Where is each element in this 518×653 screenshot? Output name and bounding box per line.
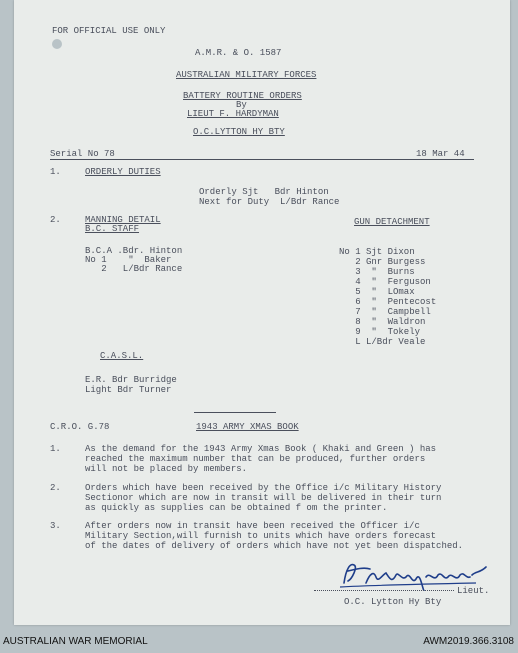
footer-archive-name: AUSTRALIAN WAR MEMORIAL xyxy=(3,636,148,647)
paragraph1-number: 1. xyxy=(50,444,61,454)
signature-rank: Lieut. xyxy=(457,586,490,596)
gun-detachment-line: 7 " Campbell xyxy=(339,307,431,317)
gun-detachment-line: 3 " Burns xyxy=(339,267,415,277)
bc-staff-line: B.C.A .Bdr. Hinton xyxy=(85,246,183,256)
next-for-duty: Next for Duty L/Bdr Rance xyxy=(199,197,340,207)
signature-underline xyxy=(340,583,476,587)
punch-hole xyxy=(52,39,62,49)
paragraph2-line: Orders which have been received by the Office i/c Military History xyxy=(85,483,442,493)
organization: AUSTRALIAN MILITARY FORCES xyxy=(176,70,317,80)
signature-rule xyxy=(314,590,454,592)
bc-staff-heading: B.C. STAFF xyxy=(85,224,140,234)
paragraph3-line: of the dates of delivery of orders which have not yet been dispatched. xyxy=(85,541,464,551)
section1-number: 1. xyxy=(50,167,61,177)
casl-heading: C.A.S.L. xyxy=(100,351,144,361)
serial-number: Serial No 78 xyxy=(50,149,115,159)
casl-line: Light Bdr Turner xyxy=(85,385,172,395)
paragraph3-number: 3. xyxy=(50,521,61,531)
paragraph2-line: as quickly as supplies can be obtained f om the printer. xyxy=(85,503,388,513)
section2-number: 2. xyxy=(50,215,61,225)
bc-staff-line: 2 L/Bdr Rance xyxy=(85,264,183,274)
unit-name: O.C.LYTTON HY BTY xyxy=(193,127,285,137)
gun-detachment-line: 8 " Waldron xyxy=(339,317,426,327)
by-line: By xyxy=(236,100,247,110)
gun-detachment-line: 5 " LOmax xyxy=(339,287,415,297)
footer-accession-number: AWM2019.366.3108 xyxy=(423,636,514,647)
paragraph3-line: Military Section,will furnish to units which have orders forecast xyxy=(85,531,437,541)
section1-heading: ORDERLY DUTIES xyxy=(85,167,161,177)
paragraph1-line: reached the maximum number that can be produced, further orders xyxy=(85,454,426,464)
paragraph1-line: As the demand for the 1943 Army Xmas Book ( Khaki and Green ) has xyxy=(85,444,437,454)
casl-line: E.R. Bdr Burridge xyxy=(85,375,177,385)
lieut-name: LIEUT F. HARDYMAN xyxy=(187,109,279,119)
paragraph3-line: After orders now in transit have been received the Officer i/c xyxy=(85,521,420,531)
cro-reference: C.R.O. G.78 xyxy=(50,422,110,432)
reference-number: A.M.R. & O. 1587 xyxy=(195,48,282,58)
classification: FOR OFFICIAL USE ONLY xyxy=(52,26,166,36)
serial-rule xyxy=(50,159,474,160)
bc-staff-line: No 1 " Baker xyxy=(85,255,172,265)
gun-detachment-line: No 1 Sjt Dixon xyxy=(339,247,415,257)
gun-detachment-line: 4 " Ferguson xyxy=(339,277,431,287)
section-divider xyxy=(194,412,276,413)
signature-unit: O.C. Lytton Hy Bty xyxy=(344,597,442,607)
gun-detachment-line: L L/Bdr Veale xyxy=(339,337,426,347)
document-title: BATTERY ROUTINE ORDERS xyxy=(183,91,302,101)
gun-detachment-heading: GUN DETACHMENT xyxy=(354,217,430,227)
xmas-book-heading: 1943 ARMY XMAS BOOK xyxy=(196,422,299,432)
paragraph2-line: Sectionor which are now in transit will be delivered in their turn xyxy=(85,493,442,503)
manning-detail-heading: MANNING DETAIL xyxy=(85,215,161,225)
gun-detachment-line: 6 " Pentecost xyxy=(339,297,437,307)
orderly-sjt: Orderly Sjt Bdr Hinton xyxy=(199,187,329,197)
paragraph1-line: will not be placed by members. xyxy=(85,464,248,474)
gun-detachment-line: 2 Gnr Burgess xyxy=(339,257,426,267)
gun-detachment-line: 9 " Tokely xyxy=(339,327,421,337)
order-date: 18 Mar 44 xyxy=(416,149,465,159)
document-page xyxy=(14,0,510,625)
paragraph2-number: 2. xyxy=(50,483,61,493)
